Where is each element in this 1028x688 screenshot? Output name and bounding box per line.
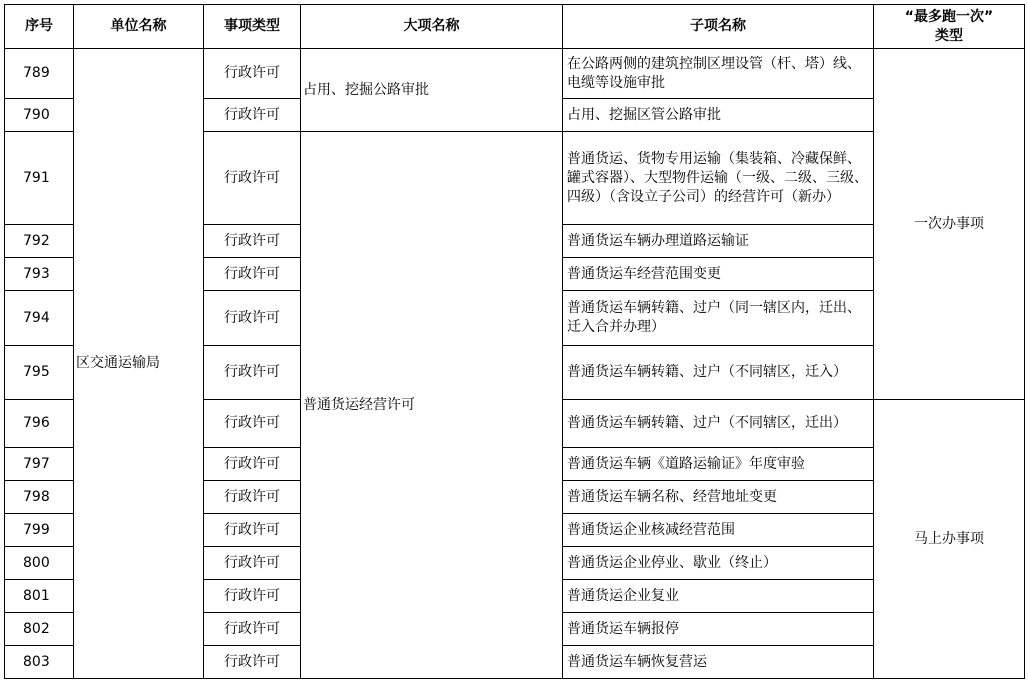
row-sub: 普通货运企业核减经营范围: [563, 514, 874, 547]
items-table: [4, 4, 1025, 679]
row-type: 行政许可: [204, 547, 301, 580]
row-type: 行政许可: [204, 514, 301, 547]
row-seq: 791: [5, 132, 74, 225]
row-seq: 801: [5, 580, 74, 613]
row-sub: 普通货运车辆报停: [563, 613, 874, 646]
row-sub: 普通货运车辆名称、经营地址变更: [563, 481, 874, 514]
header-seq: 序号: [5, 5, 74, 49]
row-sub: 普通货运、货物专用运输（集装箱、冷藏保鲜、罐式容器）、大型物件运输（一级、二级、三级、四级）（含设立子公司）的经营许可（新办）: [563, 132, 874, 225]
row-sub: 占用、挖掘区管公路审批: [563, 99, 874, 132]
row-sub: 普通货运车辆恢复营运: [563, 646, 874, 679]
major-item-cell-1: 占用、挖掘公路审批: [301, 49, 563, 132]
row-seq: 794: [5, 291, 74, 346]
row-seq: 798: [5, 481, 74, 514]
header-unit: 单位名称: [74, 5, 204, 49]
row-type: 行政许可: [204, 99, 301, 132]
run-type-cell-2: 马上办事项: [874, 400, 1025, 679]
row-type: 行政许可: [204, 225, 301, 258]
row-type: 行政许可: [204, 400, 301, 448]
row-type: 行政许可: [204, 481, 301, 514]
row-sub: 普通货运车辆办理道路运输证: [563, 225, 874, 258]
table-row: [5, 49, 1025, 99]
row-seq: 789: [5, 49, 74, 99]
row-seq: 803: [5, 646, 74, 679]
header-row: [5, 5, 1025, 49]
run-type-cell-1: 一次办事项: [874, 49, 1025, 400]
header-run-type: [874, 5, 1025, 49]
header-run-type-line2: 类型: [935, 27, 963, 44]
row-type: 行政许可: [204, 646, 301, 679]
row-type: 行政许可: [204, 49, 301, 99]
header-run-type-line1: “最多跑一次”: [904, 8, 994, 25]
header-type: 事项类型: [204, 5, 301, 49]
row-seq: 799: [5, 514, 74, 547]
major-item-cell-2: 普通货运经营许可: [301, 132, 563, 679]
row-sub: 普通货运车辆转籍、过户（同一辖区内，迁出、迁入合并办理）: [563, 291, 874, 346]
header-sub: 子项名称: [563, 5, 874, 49]
row-type: 行政许可: [204, 448, 301, 481]
row-seq: 800: [5, 547, 74, 580]
row-seq: 790: [5, 99, 74, 132]
row-sub: 普通货运企业复业: [563, 580, 874, 613]
row-seq: 802: [5, 613, 74, 646]
row-type: 行政许可: [204, 580, 301, 613]
row-sub: 普通货运车经营范围变更: [563, 258, 874, 291]
row-seq: 792: [5, 225, 74, 258]
row-type: 行政许可: [204, 346, 301, 400]
row-seq: 797: [5, 448, 74, 481]
row-sub: 普通货运企业停业、歇业（终止）: [563, 547, 874, 580]
row-sub: 普通货运车辆转籍、过户（不同辖区，迁出）: [563, 400, 874, 448]
header-major: 大项名称: [301, 5, 563, 49]
row-seq: 793: [5, 258, 74, 291]
row-sub: 在公路两侧的建筑控制区埋设管（杆、塔）线、电缆等设施审批: [563, 49, 874, 99]
row-type: 行政许可: [204, 613, 301, 646]
row-type: 行政许可: [204, 132, 301, 225]
unit-name-cell: 区交通运输局: [74, 49, 204, 679]
row-type: 行政许可: [204, 258, 301, 291]
row-seq: 795: [5, 346, 74, 400]
row-sub: 普通货运车辆《道路运输证》年度审验: [563, 448, 874, 481]
row-sub: 普通货运车辆转籍、过户（不同辖区，迁入）: [563, 346, 874, 400]
row-type: 行政许可: [204, 291, 301, 346]
row-seq: 796: [5, 400, 74, 448]
